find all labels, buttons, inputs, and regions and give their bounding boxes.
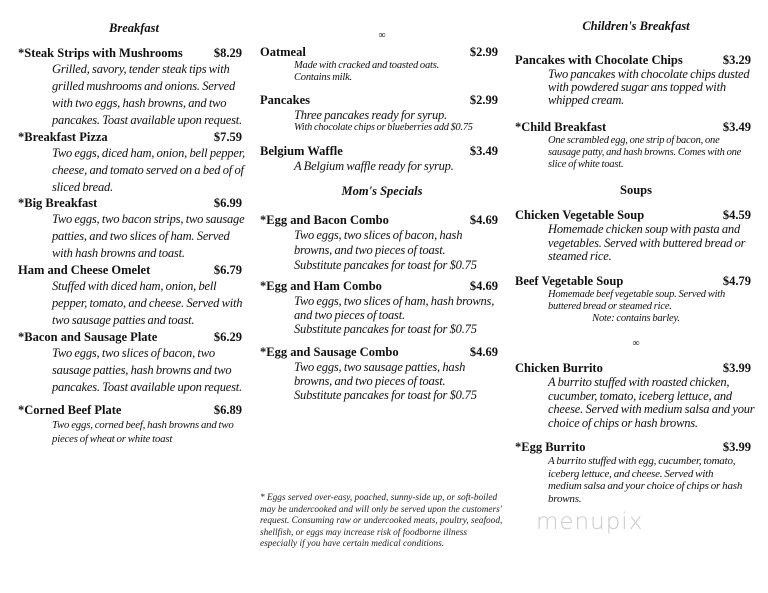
menu-column-2 bbox=[260, 0, 504, 593]
menu-column-1 bbox=[18, 0, 250, 593]
item-price: $6.99 bbox=[213, 196, 242, 210]
item-description-line: grilled mushrooms and onions. Served bbox=[52, 79, 236, 93]
item-description-line: Two eggs, two sausage patties, hash bbox=[294, 360, 466, 374]
item-header bbox=[260, 143, 498, 159]
item-price: $2.99 bbox=[469, 45, 498, 59]
item-header bbox=[515, 119, 751, 135]
item-header bbox=[260, 44, 498, 60]
item-price: $8.29 bbox=[213, 46, 242, 60]
menu-item-egg-and-bacon-combo bbox=[260, 212, 504, 273]
item-description-line: vegetables. Served with buttered bread or bbox=[548, 235, 746, 250]
item-price: $6.79 bbox=[213, 263, 242, 277]
item-description-line: Two eggs, two slices of bacon, hash bbox=[294, 228, 463, 242]
menu-item-ham-and-cheese-omelet bbox=[18, 262, 250, 329]
item-description-line: cheese, and tomato served on a bed of of bbox=[52, 163, 244, 177]
item-price: $3.99 bbox=[722, 361, 751, 375]
item-name: Oatmeal bbox=[260, 45, 306, 59]
item-description-line: A burrito stuffed with roasted chicken, bbox=[548, 375, 730, 389]
item-price: $4.59 bbox=[722, 208, 751, 222]
item-header bbox=[260, 92, 498, 108]
menu-item-child-breakfast bbox=[515, 119, 757, 171]
item-header bbox=[260, 278, 498, 294]
item-description-line: Two eggs, two bacon strips, two sausage bbox=[52, 212, 245, 226]
item-description-line: Two eggs, two slices of bacon, two bbox=[52, 346, 215, 360]
item-description-line: two sausage patties and toast. bbox=[52, 313, 195, 327]
item-price: $4.69 bbox=[469, 213, 498, 227]
item-description-line: buttered bread or steamed rice. bbox=[548, 301, 672, 312]
item-header bbox=[18, 329, 242, 345]
item-description-line: Two eggs, corned beef, hash browns and two bbox=[52, 419, 234, 431]
item-description-line: pepper, tomato, and cheese. Served with bbox=[52, 296, 243, 310]
item-name: Pancakes with Chocolate Chips bbox=[515, 53, 683, 67]
menu-item-egg-and-sausage-combo bbox=[260, 344, 504, 402]
item-header bbox=[515, 207, 751, 223]
item-description-line: iceberg lettuce, and cheese. Served with bbox=[548, 467, 714, 480]
item-description-line: pancakes. Toast available upon request. bbox=[52, 113, 242, 127]
item-price: $2.99 bbox=[469, 93, 498, 107]
infinity-divider-icon: ∞ bbox=[632, 338, 640, 349]
section-heading: Mom's Specials bbox=[341, 184, 423, 198]
menu-item-breakfast-pizza bbox=[18, 129, 250, 196]
item-description-line: browns, and two pieces of toast. bbox=[294, 374, 446, 388]
item-description-line: sausage patties, hash browns and two bbox=[52, 363, 232, 377]
menu-item-corned-beef-plate bbox=[18, 402, 250, 446]
item-name: Chicken Vegetable Soup bbox=[515, 208, 645, 222]
item-price: $7.59 bbox=[213, 130, 242, 144]
item-name: *Egg and Sausage Combo bbox=[260, 345, 399, 359]
item-name: *Corned Beef Plate bbox=[18, 403, 122, 417]
item-name: Chicken Burrito bbox=[515, 361, 603, 375]
item-description-line: with powdered sugar ans topped with bbox=[548, 80, 726, 94]
menu-item-belgium-waffle bbox=[260, 143, 504, 173]
item-description-line: With chocolate chips or blueberries add $0.75 bbox=[294, 122, 473, 133]
item-header bbox=[515, 439, 751, 455]
item-description-line: Two eggs, two slices of ham, hash browns, bbox=[294, 294, 495, 308]
item-price: $4.69 bbox=[469, 279, 498, 293]
item-description-line: Made with cracked and toasted oats. bbox=[294, 60, 440, 71]
item-description-line: choice of chips or hash browns. bbox=[548, 415, 698, 430]
menu-item-pancakes bbox=[260, 92, 504, 134]
item-description-line: A burrito stuffed with egg, cucumber, tomato, bbox=[548, 455, 736, 467]
item-description-line: browns, and two pieces of toast. bbox=[294, 243, 446, 257]
item-description-line: Substitute pancakes for toast for $0.75 bbox=[294, 388, 477, 402]
item-description-line: Homemade chicken soup with pasta and bbox=[548, 222, 741, 236]
item-name: *Big Breakfast bbox=[18, 196, 98, 210]
infinity-divider-icon: ∞ bbox=[378, 30, 386, 41]
item-name: *Egg and Ham Combo bbox=[260, 279, 382, 293]
item-name: Pancakes bbox=[260, 93, 310, 107]
item-header bbox=[515, 52, 751, 68]
item-header bbox=[515, 273, 751, 289]
item-description-line: medium salsa and your choice of chips or hash bbox=[548, 480, 743, 492]
item-header bbox=[18, 195, 242, 211]
menu-item-beef-vegetable-soup bbox=[515, 273, 757, 325]
section-heading: Breakfast bbox=[109, 21, 159, 35]
item-name: *Egg and Bacon Combo bbox=[260, 213, 389, 227]
item-description-line: Stuffed with diced ham, onion, bell bbox=[52, 279, 217, 293]
item-description-line: Two eggs, diced ham, onion, bell pepper, bbox=[52, 146, 245, 160]
item-price: $4.69 bbox=[469, 345, 498, 359]
item-header bbox=[515, 360, 751, 376]
item-price: $3.49 bbox=[469, 144, 498, 158]
item-price: $3.99 bbox=[722, 440, 751, 454]
item-price: $3.49 bbox=[722, 120, 751, 134]
item-name: *Breakfast Pizza bbox=[18, 130, 108, 144]
item-description-line: Substitute pancakes for toast for $0.75 bbox=[294, 258, 477, 272]
item-description-line: and two pieces of toast. bbox=[294, 308, 405, 322]
item-price: $6.89 bbox=[213, 403, 242, 417]
menu-item-oatmeal bbox=[260, 44, 504, 84]
item-description-line: steamed rice. bbox=[548, 249, 612, 263]
item-description-line: One scrambled egg, one strip of bacon, one bbox=[548, 135, 720, 146]
item-description-line: cheese. Served with medium salsa and your bbox=[548, 402, 755, 416]
item-description-line: Contains milk. bbox=[294, 72, 352, 83]
item-description-line: Homemade beef vegetable soup. Served with bbox=[548, 289, 726, 300]
item-name: *Child Breakfast bbox=[515, 120, 607, 134]
item-description-line: slice of white toast. bbox=[548, 159, 624, 170]
item-description-line: Grilled, savory, tender steak tips with bbox=[52, 62, 230, 76]
item-description-line: Two pancakes with chocolate chips dusted bbox=[548, 67, 750, 81]
section-heading: Soups bbox=[620, 183, 652, 197]
item-name: Ham and Cheese Omelet bbox=[18, 263, 151, 277]
section-heading: Children's Breakfast bbox=[582, 19, 690, 33]
item-price: $3.29 bbox=[722, 53, 751, 67]
menu-column-3 bbox=[515, 0, 757, 593]
menupix-watermark: menupix bbox=[536, 509, 644, 535]
item-description-line: with hash browns and toast. bbox=[52, 246, 185, 260]
item-description-line: pieces of wheat or white toast bbox=[52, 433, 173, 445]
menu-item-egg-and-ham-combo bbox=[260, 278, 504, 336]
menu-item-egg-burrito bbox=[515, 439, 757, 505]
item-description-line: Three pancakes ready for syrup. bbox=[294, 108, 447, 122]
item-description-line: sausage patty, and hash browns. Comes with one bbox=[548, 147, 742, 158]
item-header bbox=[260, 212, 498, 228]
item-description-line: cucumber, tomato, iceberg lettuce, and bbox=[548, 388, 732, 403]
item-description-line: with two eggs, hash browns, and two bbox=[52, 96, 227, 110]
item-header bbox=[18, 45, 242, 61]
item-description-line: whipped cream. bbox=[548, 93, 625, 107]
item-description-line: A Belgium waffle ready for syrup. bbox=[294, 159, 454, 173]
item-description-line: Substitute pancakes for toast for $0.75 bbox=[294, 322, 477, 336]
item-name: *Egg Burrito bbox=[515, 440, 586, 454]
menu-item-chicken-vegetable-soup bbox=[515, 207, 757, 264]
item-name: Beef Vegetable Soup bbox=[515, 274, 624, 288]
item-price: $6.29 bbox=[213, 330, 242, 344]
item-description-line: sliced bread. bbox=[52, 180, 114, 194]
item-description-line: patties, and two slices of ham. Served bbox=[52, 229, 230, 243]
item-header bbox=[18, 402, 242, 418]
item-header bbox=[18, 262, 242, 278]
menu-item-big-breakfast bbox=[18, 195, 250, 262]
item-name: *Steak Strips with Mushrooms bbox=[18, 46, 183, 60]
raw-egg-disclaimer: * Eggs served over-easy, poached, sunny-side up, or soft-boiled may be undercooked and will only be served upon the customers' request. Consuming raw or undercooked meats, poultry, seafood, shellfish, or eggs may increase risk of foodborne illness especially if you have certain medical conditions. bbox=[260, 493, 503, 549]
item-header bbox=[18, 129, 242, 145]
menu-item-pancakes-with-chocolate-chips bbox=[515, 52, 757, 107]
menu-item-steak-strips-with-mushrooms bbox=[18, 45, 250, 129]
item-header bbox=[260, 344, 498, 360]
item-description-line: Note: contains barley. bbox=[592, 313, 680, 324]
item-name: *Bacon and Sausage Plate bbox=[18, 330, 158, 344]
item-price: $4.79 bbox=[722, 274, 751, 288]
item-description-line: browns. bbox=[548, 492, 582, 505]
item-name: Belgium Waffle bbox=[260, 144, 343, 158]
item-description-line: pancakes. Toast available upon request. bbox=[52, 380, 242, 394]
menu-item-bacon-and-sausage-plate bbox=[18, 329, 250, 396]
menu-item-chicken-burrito bbox=[515, 360, 757, 430]
